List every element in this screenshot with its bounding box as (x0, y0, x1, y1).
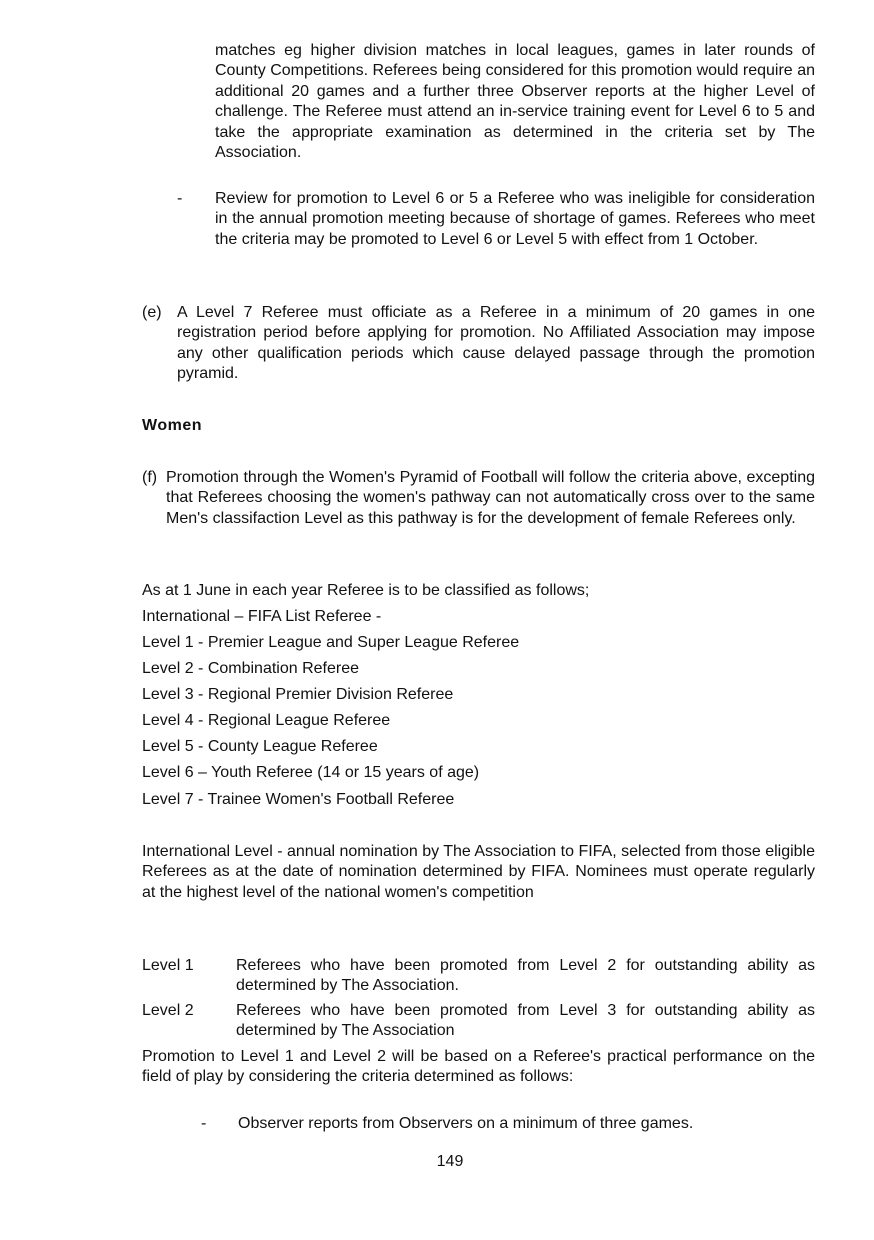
page-number: 149 (436, 1153, 464, 1170)
review-bullet-text: Review for promotion to Level 6 or 5 a Referee who was ineligible for consideration in the annual promotion meeting because of shortage of games. Referees who meet the criteria may be promoted to Level 6 or Level 5 with effect from 1 October. (215, 190, 815, 248)
promotion-paragraph: Promotion to Level 1 and Level 2 will be based on a Referee's practical performance on the field of play by considering the criteria determined as follows: (142, 1048, 815, 1086)
level-2-label: Level 2 (142, 1002, 194, 1019)
item-f-text: Promotion through the Women's Pyramid of Football will follow the criteria above, excepting that Referees choosing the women's pathway can not automatically cross over to the same Men's classifaction Level as this pathway is for the development of female Referees only. (166, 469, 815, 527)
observer-bullet-dash: - (201, 1115, 207, 1132)
classification-item: Level 2 - Combination Referee (142, 660, 360, 677)
item-e-label: (e) (142, 304, 162, 321)
classification-item: Level 3 - Regional Premier Division Referee (142, 686, 454, 703)
classification-item: Level 4 - Regional League Referee (142, 712, 391, 729)
level-1-label: Level 1 (142, 957, 194, 974)
classification-item: International – FIFA List Referee - (142, 608, 382, 625)
bullet-dash: - (177, 190, 183, 207)
classification-item: Level 7 - Trainee Women's Football Referee (142, 791, 455, 808)
level-2-definition: Referees who have been promoted from Level 3 for outstanding ability as determined by The Association (236, 1002, 815, 1040)
classification-intro: As at 1 June in each year Referee is to be classified as follows; (142, 582, 590, 599)
women-heading: Women (142, 417, 202, 434)
observer-bullet-text: Observer reports from Observers on a minimum of three games. (238, 1115, 694, 1132)
continuation-paragraph: matches eg higher division matches in local leagues, games in later rounds of County Competitions. Referees being considered for this promotion would require an additional 20 games and a further three Observer reports at the higher Level of challenge. The Referee must attend an in-service training event for Level 6 to 5 and take the appropriate examination as determined in the criteria set by The Association. (215, 42, 815, 162)
classification-item: Level 1 - Premier League and Super League Referee (142, 634, 520, 651)
level-1-definition: Referees who have been promoted from Level 2 for outstanding ability as determined by The Association. (236, 957, 815, 995)
item-e-text: A Level 7 Referee must officiate as a Referee in a minimum of 20 games in one registration period before applying for promotion. No Affiliated Association may impose any other qualification periods which cause delayed passage through the promotion pyramid. (177, 304, 815, 383)
classification-item: Level 5 - County League Referee (142, 738, 378, 755)
item-f-label: (f) (142, 469, 158, 486)
international-paragraph: International Level - annual nomination by The Association to FIFA, selected from those eligible Referees as at the date of nomination determined by FIFA. Nominees must operate regularly at the highest level of the national women's competition (142, 843, 815, 901)
classification-item: Level 6 – Youth Referee (14 or 15 years of age) (142, 764, 480, 781)
